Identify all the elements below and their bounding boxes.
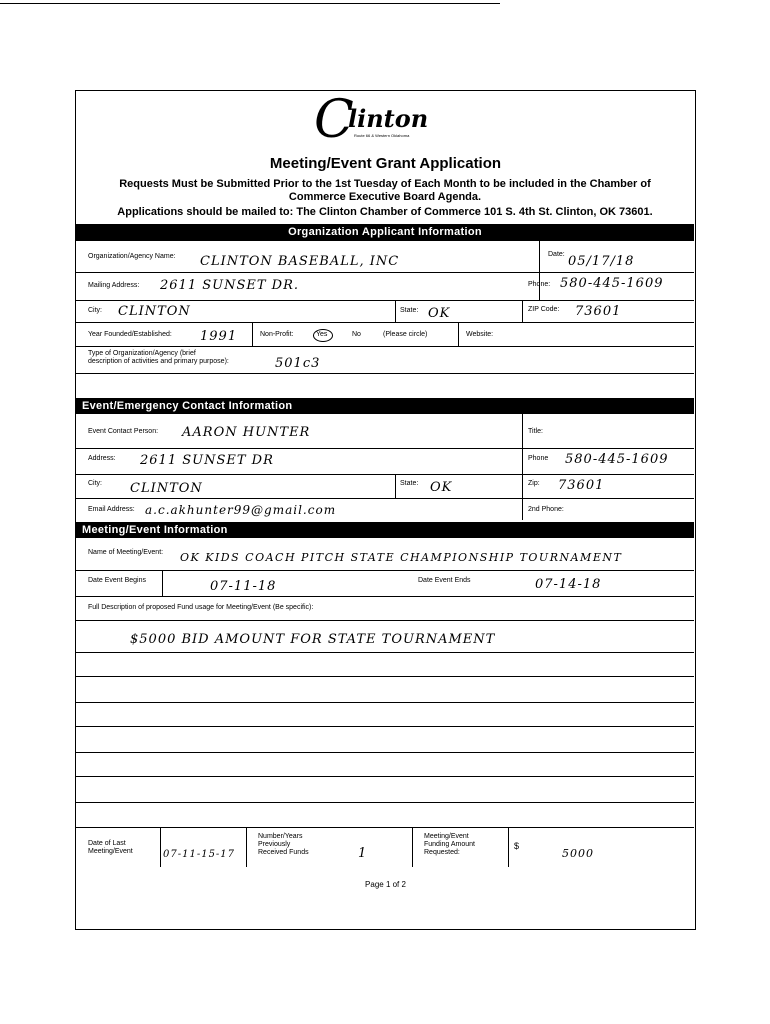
logo-tagline: Route 66 & Western Oklahoma <box>354 133 410 138</box>
rule <box>76 272 694 273</box>
description-line <box>76 776 694 777</box>
year-founded-label: Year Founded/Established: <box>88 331 172 338</box>
section-header-meeting-text: Meeting/Event Information <box>82 524 228 536</box>
rule <box>76 373 694 374</box>
divider <box>412 827 413 867</box>
org-name-label: Organization/Agency Name: <box>88 253 176 260</box>
non-profit-label: Non-Profit: <box>260 331 294 338</box>
contact-city-value[interactable]: CLINTON <box>130 481 203 496</box>
date-ends-label: Date Event Ends <box>418 577 471 584</box>
section-header-contact-text: Event/Emergency Contact Information <box>82 400 293 412</box>
last-event-label-2: Meeting/Event <box>88 848 133 855</box>
date-begins-label: Date Event Begins <box>88 577 146 584</box>
funding-label-1: Meeting/Event <box>424 833 469 840</box>
website-label: Website: <box>466 331 494 338</box>
event-name-value[interactable]: OK KIDS COACH PITCH STATE CHAMPIONSHIP TOURNAMENT <box>180 551 623 564</box>
mailing-instructions: Applications should be mailed to: The Clinton Chamber of Commerce 101 S. 4th St. Clinton, OK 73601. <box>117 206 653 218</box>
divider <box>458 322 459 346</box>
yes-option[interactable]: Yes <box>316 331 328 338</box>
clinton-logo <box>314 90 464 150</box>
rule <box>76 827 694 828</box>
contact-address-label: Address: <box>88 455 116 462</box>
contact-city-label: City: <box>88 480 102 487</box>
contact-person-value[interactable]: AARON HUNTER <box>182 425 311 440</box>
date-label: Date: <box>548 251 565 258</box>
city-label: City: <box>88 307 102 314</box>
org-type-label-2: description of activities and primary purpose): <box>88 358 229 365</box>
date-begins-value[interactable]: 07-11-18 <box>210 579 277 594</box>
rule <box>76 346 694 347</box>
mailing-address-label: Mailing Address: <box>88 282 140 289</box>
description-line <box>76 676 694 677</box>
fund-description-value[interactable]: $5000 BID AMOUNT FOR STATE TOURNAMENT <box>130 632 496 647</box>
top-rule <box>0 3 500 4</box>
divider <box>160 827 161 867</box>
title-label: Title: <box>528 428 543 435</box>
rule <box>76 620 694 621</box>
requirement-line-2: Commerce Executive Board Agenda. <box>288 191 482 203</box>
rule <box>76 596 694 597</box>
mailing-address-value[interactable]: 2611 SUNSET DR. <box>160 278 299 293</box>
no-option[interactable]: No <box>352 331 361 338</box>
funding-amount-value[interactable]: 5000 <box>562 847 594 860</box>
org-type-label-1: Type of Organization/Agency (brief <box>88 350 196 357</box>
state-value[interactable]: OK <box>428 306 451 321</box>
contact-person-label: Event Contact Person: <box>88 428 159 435</box>
fund-description-label: Full Description of proposed Fund usage for Meeting/Event (Be specific): <box>88 604 314 611</box>
section-header-org: Organization Applicant Information <box>76 224 694 241</box>
divider <box>522 414 523 520</box>
num-years-value[interactable]: 1 <box>358 846 368 861</box>
zip-label: ZIP Code: <box>528 306 560 313</box>
email-value[interactable]: a.c.akhunter99@gmail.com <box>145 503 337 517</box>
contact-phone-label: Phone <box>528 455 549 462</box>
divider <box>162 570 163 596</box>
circle-note: (Please circle) <box>383 331 428 338</box>
event-name-label: Name of Meeting/Event: <box>88 549 164 556</box>
phone-label: Phone: <box>528 281 551 288</box>
divider <box>395 300 396 322</box>
dollar-sign: $ <box>514 841 520 851</box>
funding-label-3: Requested: <box>424 849 460 856</box>
date-ends-value[interactable]: 07-14-18 <box>535 577 602 592</box>
rule <box>76 498 694 499</box>
email-label: Email Address: <box>88 506 135 513</box>
description-line <box>76 652 694 653</box>
org-name-value[interactable]: CLINTON BASEBALL, INC <box>200 254 400 269</box>
org-type-value[interactable]: 501c3 <box>275 356 321 371</box>
divider <box>539 241 540 301</box>
state-label: State: <box>400 307 419 314</box>
contact-phone-value[interactable]: 580-445-1609 <box>565 452 669 467</box>
second-phone-label: 2nd Phone: <box>528 506 564 513</box>
zip-value[interactable]: 73601 <box>575 304 622 319</box>
description-line <box>76 802 694 803</box>
contact-state-value[interactable]: OK <box>430 480 453 495</box>
num-years-label-3: Received Funds <box>258 849 309 856</box>
num-years-label-1: Number/Years <box>258 833 303 840</box>
contact-state-label: State: <box>400 480 419 487</box>
section-header-contact <box>76 398 694 414</box>
num-years-label-2: Previously <box>258 841 291 848</box>
description-line <box>76 726 694 727</box>
description-line <box>76 702 694 703</box>
last-event-value[interactable]: 07-11-15-17 <box>163 849 236 860</box>
rule <box>76 448 694 449</box>
funding-label-2: Funding Amount <box>424 841 475 848</box>
date-value[interactable]: 05/17/18 <box>568 254 635 269</box>
rule <box>76 300 694 301</box>
last-event-label-1: Date of Last <box>88 840 126 847</box>
year-founded-value[interactable]: 1991 <box>200 329 238 344</box>
page-title: Meeting/Event Grant Application <box>269 155 502 172</box>
contact-zip-label: Zip: <box>528 480 540 487</box>
rule <box>76 322 694 323</box>
logo-name: linton <box>348 104 429 133</box>
requirement-line-1: Requests Must be Submitted Prior to the 1st Tuesday of Each Month to be included in the Chamber of <box>119 178 651 190</box>
rule <box>76 570 694 571</box>
logo-letter: C <box>314 90 354 150</box>
page-number: Page 1 of 2 <box>365 880 406 889</box>
divider <box>522 300 523 322</box>
divider <box>246 827 247 867</box>
contact-address-value[interactable]: 2611 SUNSET DR <box>140 453 274 468</box>
divider <box>252 322 253 346</box>
city-value[interactable]: CLINTON <box>118 304 191 319</box>
description-line <box>76 752 694 753</box>
phone-value[interactable]: 580-445-1609 <box>560 276 664 291</box>
divider <box>395 474 396 498</box>
section-header-meeting <box>76 522 694 538</box>
contact-zip-value[interactable]: 73601 <box>558 478 605 493</box>
rule <box>76 474 694 475</box>
divider <box>508 827 509 867</box>
